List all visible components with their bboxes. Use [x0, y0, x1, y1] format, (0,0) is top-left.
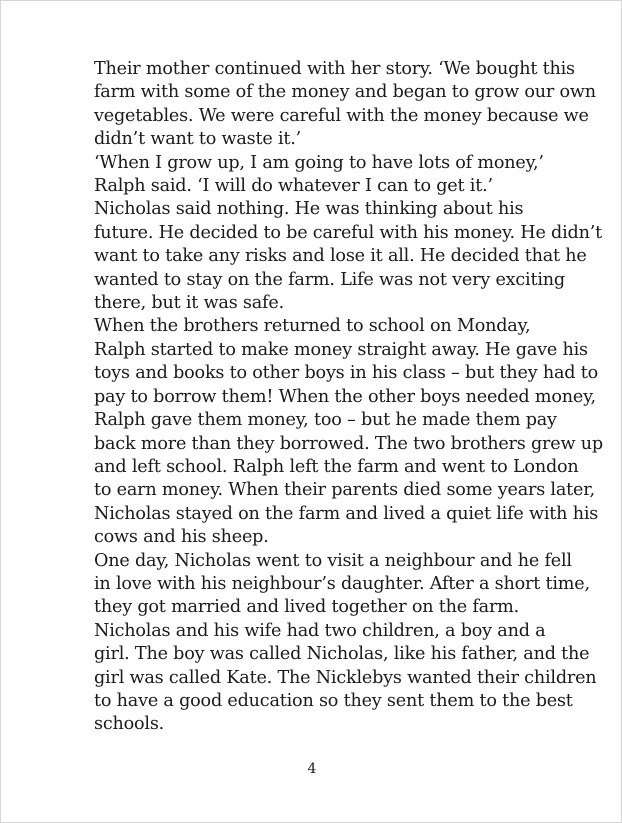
text-line: One day, Nicholas went to visit a neighbour and he fell	[94, 550, 572, 571]
text-line: toys and books to other boys in his class – but they had to	[94, 363, 598, 384]
text-line: cows and his sheep.	[94, 527, 269, 548]
text-line: Ralph said. ‘I will do whatever I can to get it.’	[94, 176, 493, 197]
text-line: in love with his neighbour’s daughter. After a short time,	[94, 573, 590, 594]
paragraph-2	[73, 152, 563, 199]
text-line: and left school. Ralph left the farm and went to London	[94, 456, 579, 477]
paragraph-6	[73, 620, 597, 737]
text-line: Ralph gave them money, too – but he made them pay	[94, 410, 557, 431]
page-number: 4	[307, 761, 317, 777]
text-line: ‘When I grow up, I am going to have lots of money,’	[94, 152, 544, 173]
paragraph-5	[73, 550, 590, 620]
text-line: to earn money. When their parents died some years later,	[94, 480, 595, 501]
text-line: schools.	[94, 714, 165, 735]
text-line: Nicholas stayed on the farm and lived a quiet life with his	[94, 503, 599, 524]
paragraph-1	[73, 58, 596, 152]
paragraph-4	[73, 315, 603, 549]
text-line: didn’t want to waste it.’	[94, 129, 302, 150]
text-line: pay to borrow them! When the other boys needed money,	[94, 386, 596, 407]
text-line: wanted to stay on the farm. Life was not very exciting	[94, 269, 565, 290]
text-line: there, but it was safe.	[94, 293, 284, 314]
text-line: they got married and lived together on the farm.	[94, 597, 520, 618]
text-line: girl. The boy was called Nicholas, like his father, and the	[94, 644, 590, 665]
text-line: Ralph started to make money straight away. He gave his	[94, 339, 588, 360]
text-line: want to take any risks and lose it all. He decided that he	[94, 246, 587, 267]
text-line: future. He decided to be careful with his money. He didn’t	[94, 222, 602, 243]
text-line: Their mother continued with her story. ‘We bought this	[94, 59, 575, 79]
text-line: girl was called Kate. The Nicklebys wanted their children	[94, 667, 597, 688]
text-line: farm with some of the money and began to grow our own	[94, 82, 596, 103]
text-line: Nicholas and his wife had two children, a boy and a	[94, 620, 546, 641]
body-text	[73, 58, 603, 737]
text-line: vegetables. We were careful with the money because we	[94, 105, 589, 126]
text-line: Nicholas said nothing. He was thinking about his	[94, 199, 524, 220]
paragraph-3	[73, 198, 602, 315]
text-line: When the brothers returned to school on Monday,	[94, 316, 531, 337]
text-line: back more than they borrowed. The two brothers grew up	[94, 433, 603, 454]
text-line: to have a good education so they sent them to the best	[94, 690, 573, 711]
